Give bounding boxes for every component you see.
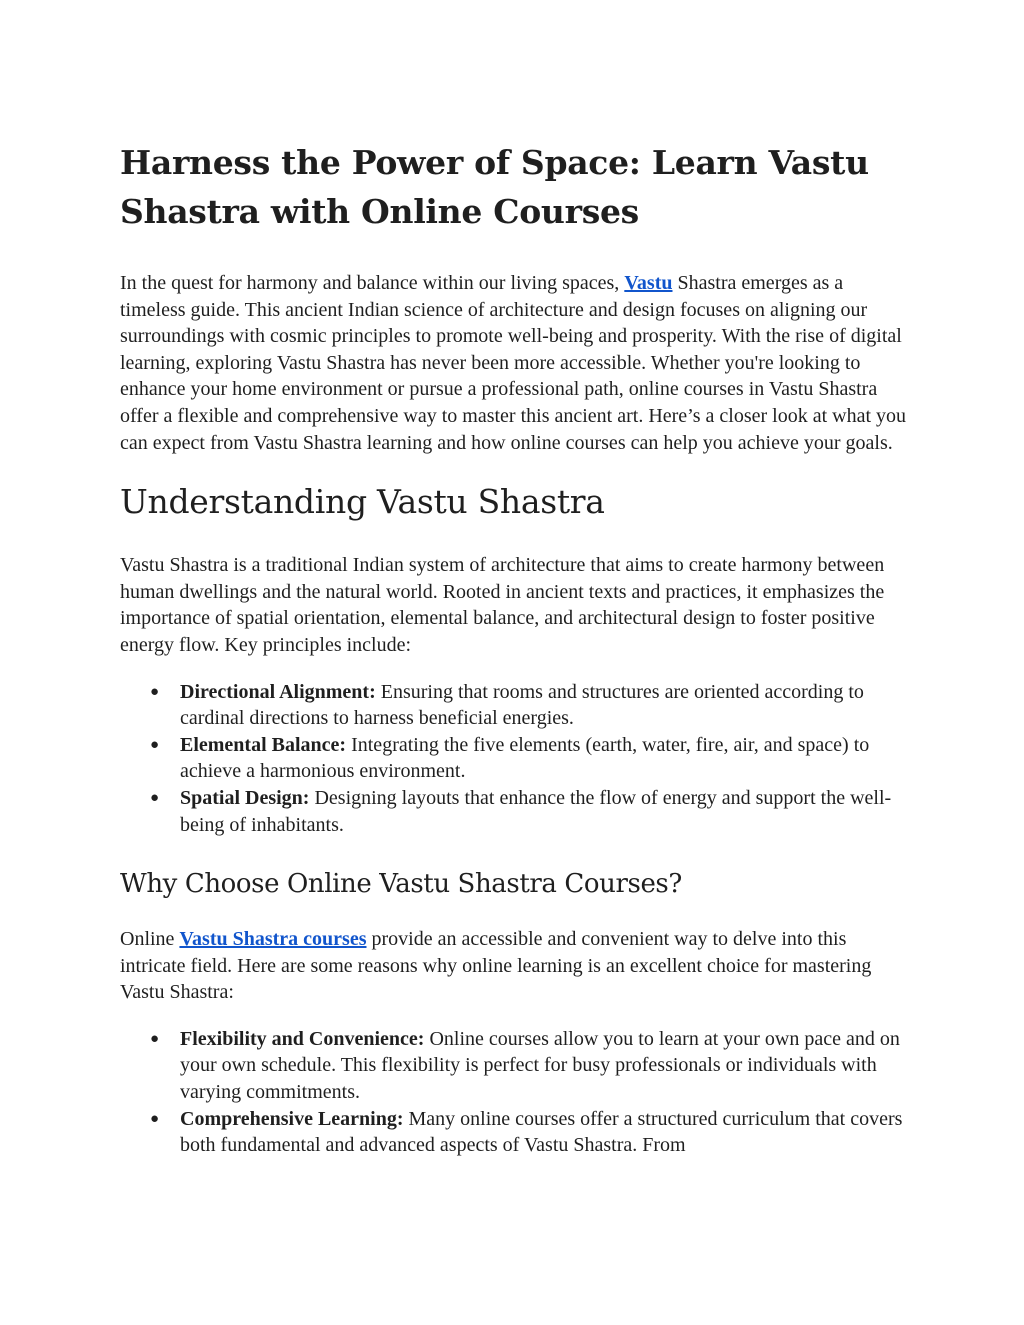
bullet-icon: ● [150,1030,160,1047]
list-item-text: Integrating the five elements (earth, water, fire, air, and space) to achieve a harmonious environment. [180,733,870,783]
understanding-paragraph: Vastu Shastra is a traditional Indian system of architecture that aims to create harmony between human dwellings and the natural world. Rooted in ancient texts and practices, it emphasizes the importance of spatial orientation, elemental balance, and architectural design to foster positive energy flow. Key principles include: [120,554,885,656]
list-item [120,732,912,785]
section-heading-why-online: Why Choose Online Vastu Shastra Courses? [120,869,682,900]
list-item [120,1026,912,1106]
list-item [120,785,912,838]
document-page [120,138,912,1159]
why-online-paragraph [120,926,912,1006]
list-item [120,1106,912,1159]
list-item-term: Comprehensive Learning: [180,1107,404,1130]
vastu-link[interactable]: Vastu [624,272,673,294]
list-item-term: Spatial Design: [180,786,310,809]
intro-text-before: In the quest for harmony and balance within our living spaces, [120,272,625,294]
why-text-after: provide an accessible and convenient way to delve into this intricate field. Here are some reasons why online learning is an excellent choice for mastering Vastu Shastra: [120,928,872,1004]
list-item-term: Directional Alignment: [180,680,376,703]
principles-list [120,679,912,839]
page-title: Harness the Power of Space: Learn Vastu Shastra with Online Courses [120,143,869,231]
list-item-term: Elemental Balance: [180,733,347,756]
list-item-text: Ensuring that rooms and structures are oriented according to cardinal directions to harness beneficial energies. [180,680,864,730]
vastu-courses-link[interactable]: Vastu Shastra courses [179,928,367,951]
reasons-list [120,1026,912,1159]
list-item-text: Designing layouts that enhance the flow of energy and support the well-being of inhabitants. [180,786,892,836]
why-text-before: Online [120,928,180,951]
bullet-icon: ● [150,736,160,753]
bullet-icon: ● [150,683,160,700]
intro-paragraph [120,270,912,456]
bullet-icon: ● [150,789,160,806]
intro-text-after: Shastra emerges as a timeless guide. This ancient Indian science of architecture and design focuses on aligning our surroundings with cosmic principles to promote well-being and prosperity. With the rise of digital learning, exploring Vastu Shastra has never been more accessible. Whether you're looking to enhance your home environment or pursue a professional path, online courses in Vastu Shastra offer a flexible and comprehensive way to master this ancient art. Here’s a closer look at what you can expect from Vastu Shastra learning and how online courses can help you achieve your goals. [120,272,907,454]
list-item [120,679,912,732]
bullet-icon: ● [150,1110,160,1127]
list-item-text: Online courses allow you to learn at your own pace and on your own schedule. This flexibility is perfect for busy professionals or individuals with varying commitments. [180,1027,900,1104]
list-item-term: Flexibility and Convenience: [180,1027,425,1050]
section-heading-understanding: Understanding Vastu Shastra [120,482,605,522]
list-item-text: Many online courses offer a structured curriculum that covers both fundamental and advanced aspects of Vastu Shastra. From [180,1107,903,1157]
